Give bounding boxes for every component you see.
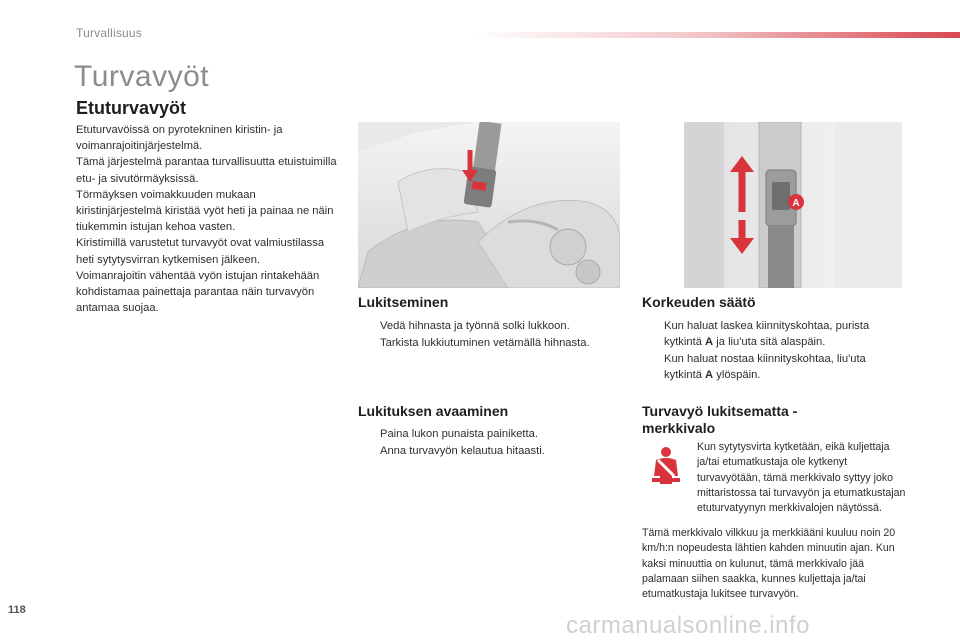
unlocking-steps bbox=[358, 426, 628, 460]
paragraph: Voimanrajoitin vähentää vyön istujan rintakehään kohdistamaa painettaja parantaa näin turvavyön antamaa suojaa. bbox=[76, 269, 320, 315]
page-number: 118 bbox=[8, 604, 26, 616]
paragraph: Kiristimillä varustetut turvavyöt ovat valmiustilassa heti sytytysvirran kytkemisen jälkeen. bbox=[76, 237, 325, 266]
warning-light-behaviour: Tämä merkkivalo vilkkuu ja merkkiääni kuuluu noin 20 km/h:n nopeudesta lähtien kahden minuutin ajan. Kun kaksi minuuttia on kulunut, tämä merkkivalo jää palamaan siihen saakka, kunnes kuljettaja ja/tai etumatkustaja lukitsee turvavyön. bbox=[642, 527, 896, 601]
paragraph: Törmäyksen voimakkuuden mukaan kiristinjärjestelmä kiristää vyöt heti ja painaa ne näin tiukemmin istujan kehoa vasten. bbox=[76, 188, 334, 234]
photo-label-a: A bbox=[792, 198, 800, 209]
key-label: A bbox=[705, 336, 714, 348]
front-belts-description bbox=[76, 122, 344, 316]
key-label: A bbox=[705, 369, 714, 381]
section-title-front-belts: Etuturvavyöt bbox=[76, 98, 187, 118]
list-item: Vedä hihnasta ja työnnä solki lukkoon. bbox=[380, 320, 570, 332]
page-title: Turvavyöt bbox=[74, 60, 210, 93]
header-accent-bar bbox=[470, 32, 960, 38]
warning-light-description: Kun sytytysvirta kytketään, eikä kuljettaja ja/tai etumatkustaja ole kytkenyt turvavyötään, tämä merkkivalo syttyy joko mittaristossa tai turvavyön ja etumatkustajan etuturvatyynyn merkkivalojen näytössä. bbox=[697, 441, 906, 515]
height-adjust-steps bbox=[642, 318, 902, 384]
height-adjust-illustration bbox=[684, 122, 902, 288]
list-item: Anna turvavyön kelautua hitaasti. bbox=[380, 445, 545, 457]
section-title-height-adjust: Korkeuden säätö bbox=[642, 294, 756, 310]
locking-steps bbox=[358, 318, 628, 352]
seatbelt-warning-icon bbox=[648, 446, 684, 484]
list-item: Tarkista lukkiutuminen vetämällä hihnasta. bbox=[380, 337, 590, 349]
list-item: Paina lukon punaista painiketta. bbox=[380, 428, 538, 440]
section-header: Turvallisuus bbox=[76, 26, 142, 40]
section-title-unlocking: Lukituksen avaaminen bbox=[358, 403, 509, 419]
paragraph: Tämä järjestelmä parantaa turvallisuutta etuistuimilla etu- ja sivutörmäyksissä. bbox=[76, 156, 337, 185]
section-title-warning-light: Turvavyö lukitsematta - merkkivalo bbox=[642, 403, 798, 436]
height-adjust-photo bbox=[684, 122, 902, 288]
watermark: carmanualsonline.info bbox=[566, 612, 810, 639]
list-item: Kun haluat laskea kiinnityskohtaa, purista kytkintä A ja liu'uta sitä alaspäin. bbox=[664, 320, 870, 348]
section-title-locking: Lukitseminen bbox=[358, 294, 449, 310]
buckle-illustration bbox=[358, 122, 620, 288]
list-item: Kun haluat nostaa kiinnityskohtaa, liu'uta kytkintä A ylöspäin. bbox=[664, 353, 866, 381]
buckle-photo bbox=[358, 122, 620, 288]
paragraph: Etuturvavöissä on pyrotekninen kiristin- ja voimanrajoitinjärjestelmä. bbox=[76, 124, 283, 153]
